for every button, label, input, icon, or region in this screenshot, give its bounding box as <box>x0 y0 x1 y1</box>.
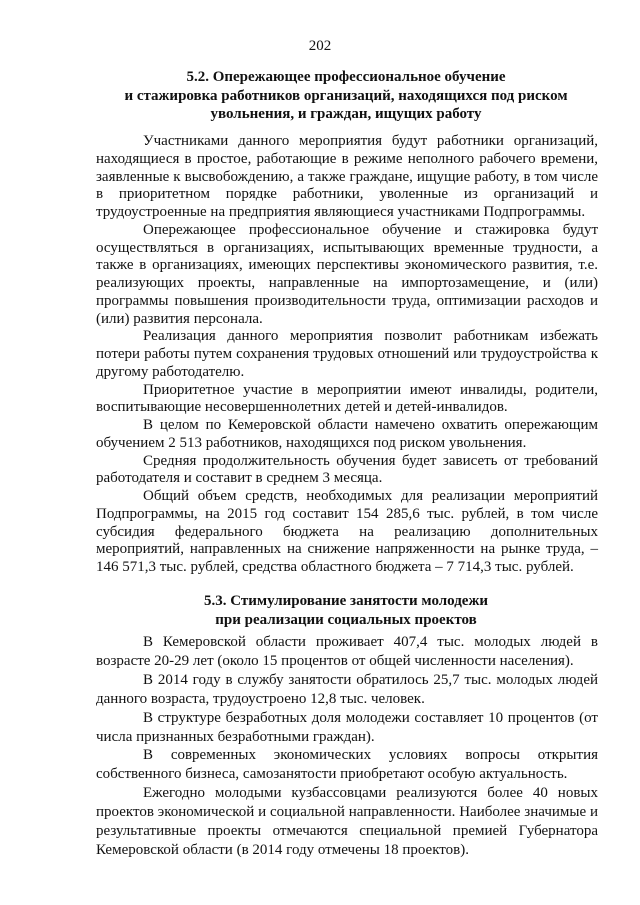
paragraph: Ежегодно молодыми кузбассовцами реализуются более 40 новых проектов экономической и социальной направленности. Наиболее значимые и результативные проекты отмечаются специальной премией Губернатора Кемеровской области (в 2014 году отмечены 18 проектов). <box>96 785 598 858</box>
section-5-3-heading-line: 5.3. Стимулирование занятости молодежи <box>203 593 488 609</box>
paragraph: В 2014 году в службу занятости обратилось 25,7 тыс. молодых людей данного возраста, трудоустроено 12,8 тыс. человек. <box>96 671 598 707</box>
page-number: 202 <box>308 38 332 54</box>
section-5-3-heading-line: при реализации социальных проектов <box>215 611 477 628</box>
paragraph: Приоритетное участие в мероприятии имеют инвалиды, родители, воспитывающие несовершеннолетних детей и детей-инвалидов. <box>96 381 598 416</box>
paragraph: Опережающее профессиональное обучение и стажировка будут осуществляться в организациях, испытывающих временные трудности, а также в организациях, имеющих перспективы экономического развития, т.е. реализующих проекты, направленные на импортозамещение, и (или) программы повышения производительности труда, оптимизации расходов и (или) развития персонала. <box>96 221 598 327</box>
section-5-3-heading <box>96 592 596 629</box>
paragraph: Средняя продолжительность обучения будет зависеть от требований работодателя и составит в среднем 3 месяца. <box>96 452 598 487</box>
paragraph: Участниками данного мероприятия будут работники организаций, находящиеся в простое, работающие в режиме неполного рабочего времени, заявленные к высвобождению, а также граждане, ищущие работу, в том числе в приоритетном порядке работники, уволенные из организаций и трудоустроенные на предприятия являющиеся участниками Подпрограммы. <box>96 133 598 220</box>
paragraph: Реализация данного мероприятия позволит работникам избежать потери работы путем сохранения трудовых отношений или трудоустройства к другому работодателю. <box>96 328 598 380</box>
paragraph: В целом по Кемеровской области намечено охватить опережающим обучением 2 513 работников, находящихся под риском увольнения. <box>96 417 598 451</box>
paragraph: В Кемеровской области проживает 407,4 тыс. молодых людей в возрасте 20-29 лет (около 15 процентов от общей численности населения). <box>96 634 598 669</box>
section-5-3-body <box>96 633 598 860</box>
section-5-2-body <box>96 133 598 577</box>
section-5-2-heading-line: 5.2. Опережающее профессиональное обучение <box>186 69 506 85</box>
section-5-2-heading <box>96 68 596 124</box>
section-5-2-heading-line: увольнения, и граждан, ищущих работу <box>210 106 482 122</box>
section-5-2-heading-line: и стажировка работников организаций, находящихся под риском <box>124 87 568 104</box>
paragraph: В современных экономических условиях вопросы открытия собственного бизнеса, самозанятости приобретают особую актуальность. <box>96 747 598 783</box>
paragraph: В структуре безработных доля молодежи составляет 10 процентов (от числа признанных безработными граждан). <box>96 709 598 745</box>
paragraph: Общий объем средств, необходимых для реализации мероприятий Подпрограммы, на 2015 год составит 154 285,6 тыс. рублей, в том числе субсидия федерального бюджета на реализацию дополнительных мероприятий, направленных на снижение напряженности на рынке труда, – 146 571,3 тыс. рублей, средства областного бюджета – 7 714,3 тыс. рублей. <box>96 488 598 575</box>
